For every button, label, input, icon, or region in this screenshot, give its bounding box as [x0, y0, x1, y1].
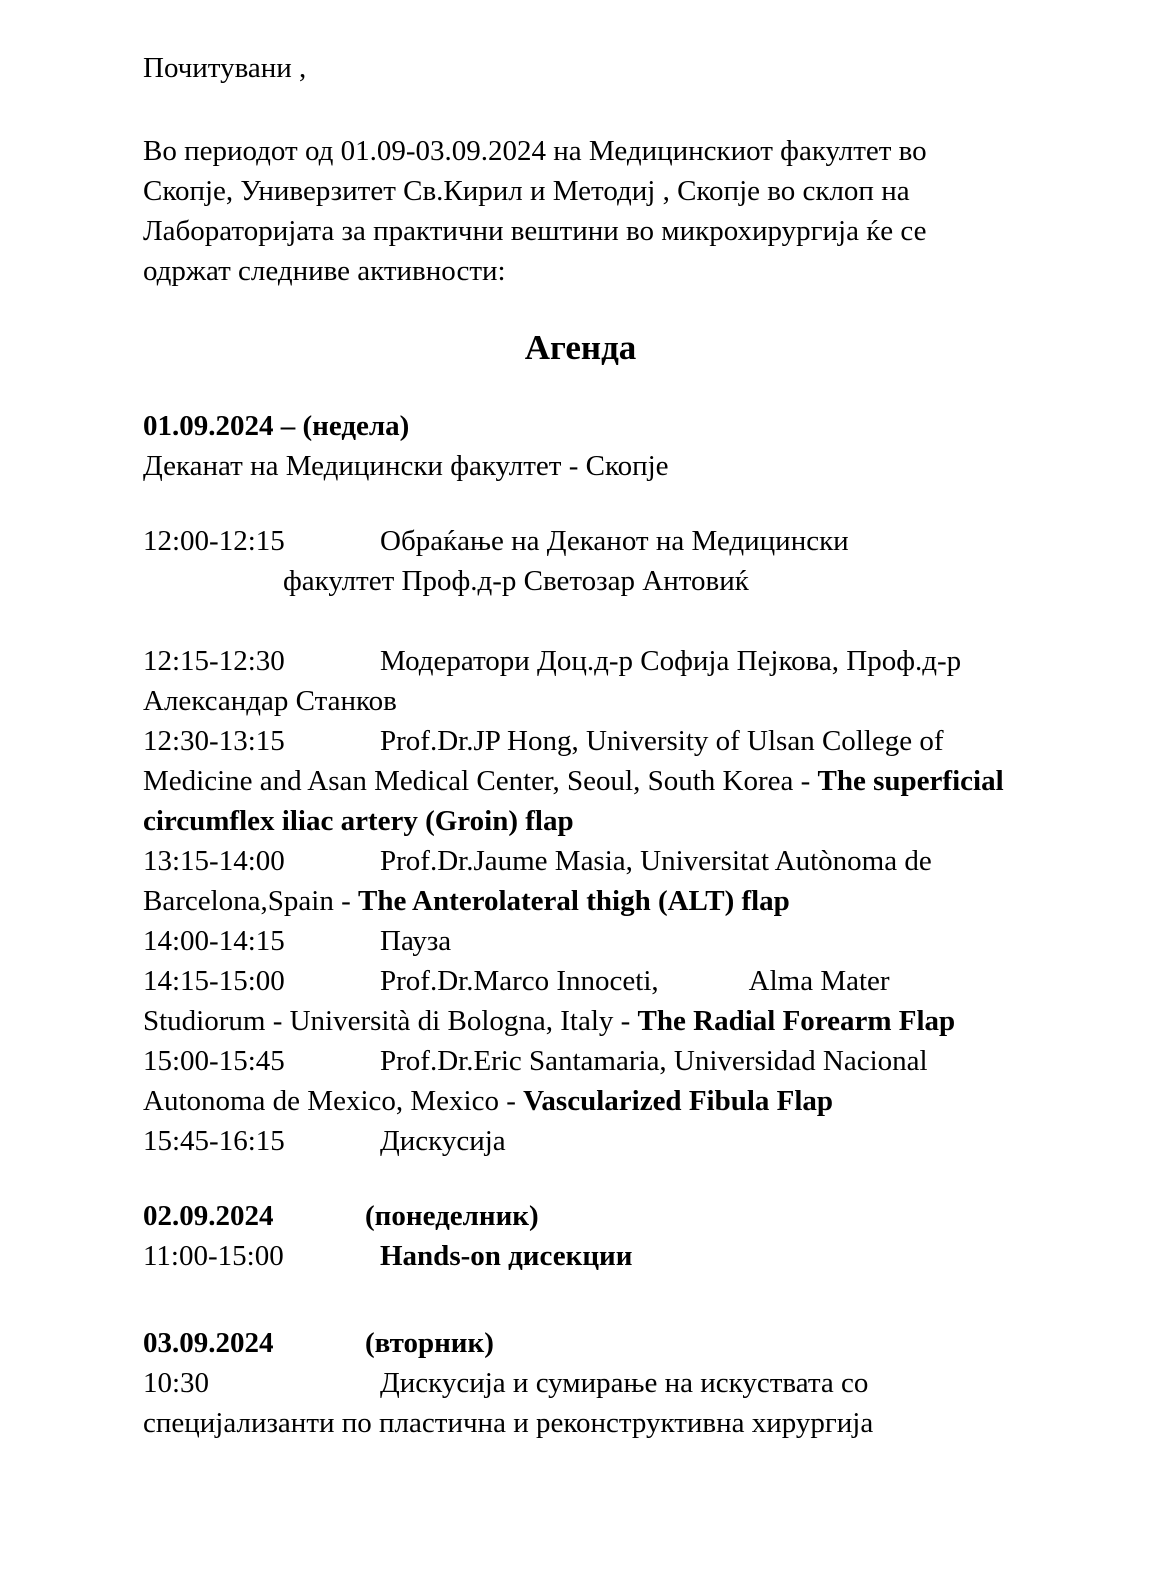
- item-continuation: факултет Проф.д-р Светозар Антовиќ: [283, 565, 749, 597]
- agenda-item: [143, 1236, 1018, 1276]
- item-description: Модератори Доц.д-р Софија Пејкова, Проф.д-р Александар Станков: [143, 645, 962, 717]
- venue: Деканат на Медицински факултет - Скопје: [143, 450, 669, 482]
- item-time: 12:00-12:15: [143, 525, 285, 557]
- item-topic-bold: Vascularized Fibula Flap: [523, 1085, 834, 1117]
- item-topic-bold: The Radial Forearm Flap: [637, 1005, 956, 1037]
- item-description: Обраќање на Деканот на Медицински: [380, 525, 849, 557]
- item-time: 14:00-14:15: [143, 925, 285, 957]
- day-weekday: (недела): [302, 410, 410, 442]
- item-description: Prof.Dr.Jaume Masia, Universitat Autònoma de Barcelona,Spain -: [143, 845, 932, 917]
- item-time: 15:45-16:15: [143, 1125, 285, 1157]
- day-section: [143, 406, 1018, 1161]
- day-date: 03.09.2024: [143, 1327, 274, 1359]
- item-description: Prof.Dr.Marco Innoceti,: [380, 965, 659, 997]
- day-header: [143, 1323, 1018, 1363]
- day-section: [143, 1196, 1018, 1276]
- agenda-title: Агенда: [524, 328, 637, 367]
- item-time: 13:15-14:00: [143, 845, 285, 877]
- item-description: Пауза: [380, 925, 452, 957]
- item-topic-bold: The superficial circumflex iliac artery (Groin) flap: [143, 765, 1004, 837]
- intro-paragraph: Во периодот од 01.09-03.09.2024 на Медицинскиот факултет во Скопје, Универзитет Св.Кирил и Методиј , Скопје во склоп на Лабораторијата за практични вештини во микрохирургија ќе се одржат следниве активности:: [143, 135, 927, 287]
- day-weekday: (вторник): [365, 1327, 494, 1359]
- agenda-item: [143, 961, 1018, 1041]
- agenda-item: [143, 641, 1018, 721]
- item-time: 11:00-15:00: [143, 1240, 284, 1272]
- agenda-item: [143, 1121, 1018, 1161]
- day-date: 02.09.2024: [143, 1200, 274, 1232]
- item-topic-bold: The Anterolateral thigh (ALT) flap: [358, 885, 790, 917]
- day-header: 01.09.2024 – (недела): [143, 410, 410, 442]
- day-section: [143, 1323, 1018, 1443]
- item-time: 10:30: [143, 1367, 210, 1399]
- item-time: 14:15-15:00: [143, 965, 285, 997]
- item-description: Дискусија: [380, 1125, 506, 1157]
- agenda-item: [143, 1363, 1018, 1443]
- agenda-days: [143, 406, 1018, 1443]
- greeting: Почитувани ,: [143, 52, 307, 84]
- item-description: Prof.Dr.JP Hong, University of Ulsan College of Medicine and Asan Medical Center, Seoul, South Korea -: [143, 725, 944, 797]
- item-topic-bold: Hands-on дисекции: [380, 1240, 633, 1272]
- item-description: Дискусија и сумирање на искуствата со специјализанти по пластична и реконструктивна хирургија: [143, 1367, 874, 1439]
- spacer: [143, 486, 1018, 521]
- item-description: Alma Mater Studiorum - Università di Bologna, Italy -: [143, 965, 890, 1037]
- agenda-item: [143, 721, 1018, 841]
- item-description: Prof.Dr.Eric Santamaria, Universidad Nacional Autonoma de Mexico, Mexico -: [143, 1045, 928, 1117]
- item-time: 15:00-15:45: [143, 1045, 285, 1077]
- agenda-item: [143, 521, 1018, 601]
- agenda-item: [143, 1041, 1018, 1121]
- item-time: 12:15-12:30: [143, 645, 285, 677]
- day-date: 01.09.2024: [143, 410, 274, 442]
- item-time: 12:30-13:15: [143, 725, 285, 757]
- day-weekday: (понеделник): [365, 1200, 539, 1232]
- agenda-item: [143, 921, 1018, 961]
- agenda-item: [143, 841, 1018, 921]
- day-header: [143, 1196, 1018, 1236]
